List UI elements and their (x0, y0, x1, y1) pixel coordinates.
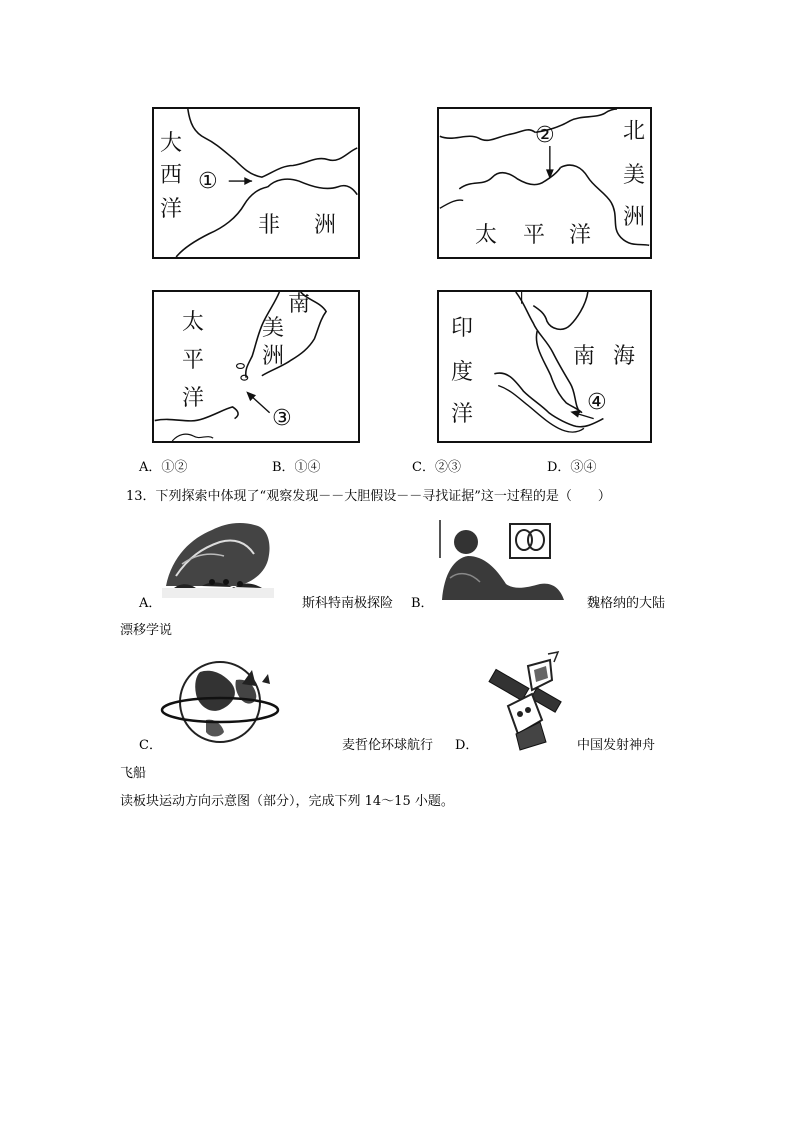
q12-option-d[interactable]: D．③④ (547, 460, 597, 475)
map-2-ocean-char-3: 洋 (569, 223, 592, 248)
map-2-bering (437, 107, 652, 259)
magellan-globe-image (160, 654, 284, 748)
q13-option-c-label[interactable]: C． (139, 738, 162, 753)
map-1-continent-char-1: 非 (258, 213, 281, 238)
map-3-ocean-char-1: 太 (182, 310, 205, 335)
q13-option-a-text[interactable]: 斯科特南极探险 (302, 596, 394, 611)
map-3-ocean-char-2: 平 (182, 348, 205, 373)
map-1-ocean-char-2: 西 (160, 163, 183, 188)
map-1-ocean-char-3: 洋 (160, 197, 183, 222)
map-1-ocean-char-1: 大 (160, 131, 183, 156)
q13-stem: 13．下列探索中体现了“观察发现－－大胆假设－－寻找证据”这一过程的是（ ） (126, 489, 611, 504)
q13-option-b-text-line2[interactable]: 漂移学说 (120, 623, 173, 638)
map-1-continent-char-2: 洲 (314, 213, 337, 238)
map-4-sea-char-1: 南 (573, 344, 596, 369)
map-4-marker: ④ (587, 390, 607, 415)
map-2-continent-char-1: 北 (623, 119, 646, 144)
antarctic-expedition-image (162, 516, 274, 598)
q12-option-b[interactable]: B．①④ (272, 460, 321, 475)
map-4-sea-char-2: 海 (613, 344, 636, 369)
q13-option-b-label[interactable]: B． (411, 596, 434, 611)
map-1-marker: ① (198, 169, 218, 194)
map-4-ocean-char-2: 度 (451, 360, 474, 385)
q13-option-d-label[interactable]: D． (455, 738, 479, 753)
map-3-continent-char-1: 南 (288, 292, 311, 317)
map-1-gibraltar (152, 107, 360, 259)
wegener-portrait-image (436, 518, 564, 600)
q12-option-a[interactable]: A．①② (139, 460, 188, 475)
map-4-malacca (437, 290, 652, 443)
map-2-ocean-char-2: 平 (523, 223, 546, 248)
map-2-continent-char-2: 美 (623, 163, 646, 188)
map-3-ocean-char-3: 洋 (182, 386, 205, 411)
q12-option-c[interactable]: C．②③ (412, 460, 461, 475)
map-4-ocean-char-3: 洋 (451, 402, 474, 427)
q13-option-b-text-line1[interactable]: 魏格纳的大陆 (587, 596, 666, 611)
q13-option-d-text-line2[interactable]: 飞船 (120, 766, 147, 781)
q13-option-c-text[interactable]: 麦哲伦环球航行 (342, 738, 434, 753)
q13-option-d-text-line1[interactable]: 中国发射神舟 (577, 738, 656, 753)
map-3-continent-char-3: 洲 (262, 344, 285, 369)
map-3-continent-char-2: 美 (262, 316, 285, 341)
map-2-continent-char-3: 洲 (623, 205, 646, 230)
map-2-marker: ② (535, 123, 555, 148)
q13-option-a-label[interactable]: A． (139, 596, 162, 611)
map-3-marker: ③ (272, 406, 292, 431)
map-4-ocean-char-1: 印 (451, 316, 474, 341)
q14-15-intro: 读板块运动方向示意图（部分），完成下列 14～15 小题。 (120, 794, 454, 809)
map-2-ocean-char-1: 太 (475, 223, 498, 248)
shenzhou-spacecraft-image (488, 650, 564, 752)
map-3-drake-passage (152, 290, 360, 443)
